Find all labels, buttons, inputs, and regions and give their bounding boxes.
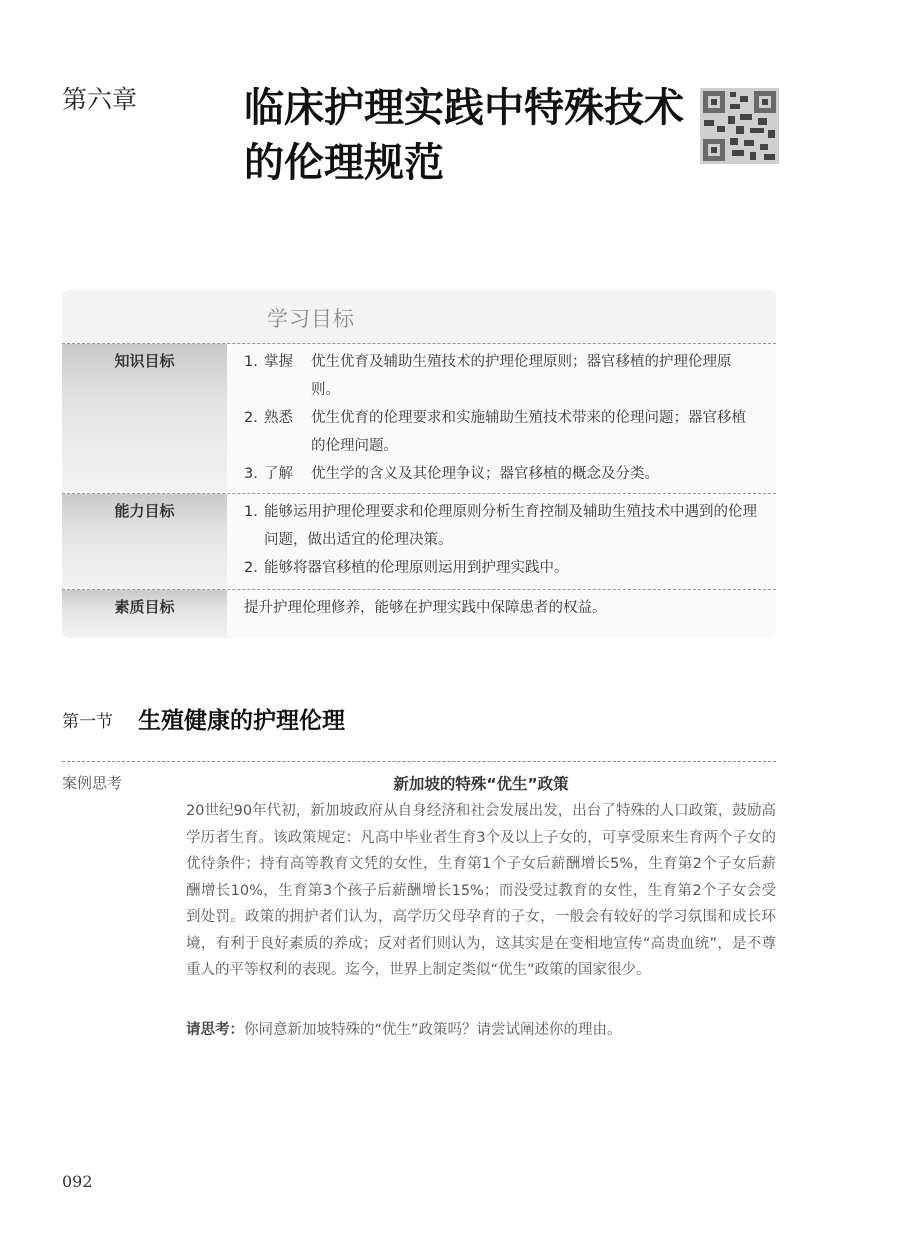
chapter-title: 临床护理实践中特殊技术的伦理规范 bbox=[244, 84, 684, 186]
ability-objectives-content bbox=[227, 494, 776, 590]
question-text: 你同意新加坡特殊的“优生”政策吗？请尝试阐述你的理由。 bbox=[244, 1022, 622, 1038]
ability-objectives-label: 能力目标 bbox=[62, 494, 227, 590]
objectives-header-title: 学习目标 bbox=[267, 307, 355, 331]
knowledge-objectives-label: 知识目标 bbox=[62, 344, 227, 494]
question-label: 请思考： bbox=[186, 1022, 244, 1038]
item-text: 优生优育及辅助生殖技术的护理伦理原则；器官移植的护理伦理原则。 bbox=[311, 354, 732, 398]
ability-item bbox=[244, 554, 760, 582]
qr-code-icon[interactable] bbox=[700, 88, 779, 164]
item-number: 2. bbox=[244, 410, 258, 426]
quality-objective-text: 提升护理伦理修养，能够在护理实践中保障患者的权益。 bbox=[244, 600, 607, 616]
knowledge-item bbox=[244, 460, 760, 488]
quality-objectives-row bbox=[62, 589, 776, 638]
learning-objectives-box bbox=[62, 290, 776, 638]
section-divider bbox=[62, 761, 776, 762]
ability-objectives-row bbox=[62, 493, 776, 590]
knowledge-objectives-row bbox=[62, 343, 776, 494]
item-level: 掌握 bbox=[264, 354, 293, 370]
item-level: 熟悉 bbox=[264, 410, 293, 426]
case-study-question bbox=[186, 1018, 776, 1039]
item-number: 3. bbox=[244, 466, 258, 482]
case-study-label: 案例思考 bbox=[62, 774, 123, 792]
item-text: 能够将器官移植的伦理原则运用到护理实践中。 bbox=[264, 560, 569, 576]
item-text: 优生优育的伦理要求和实施辅助生殖技术带来的伦理问题；器官移植的伦理问题。 bbox=[311, 410, 746, 454]
item-number: 1. bbox=[244, 354, 258, 370]
page-number: 092 bbox=[62, 1172, 93, 1191]
quality-objectives-label: 素质目标 bbox=[62, 590, 227, 638]
item-level: 了解 bbox=[264, 466, 293, 482]
case-study-title: 新加坡的特殊“优生”政策 bbox=[393, 775, 569, 793]
case-study-body: 20世纪90年代初，新加坡政府从自身经济和社会发展出发，出台了特殊的人口政策，鼓励高学历者生育。该政策规定：凡高中毕业者生育3个及以上子女的，可享受原来生育两个子女的优待条件；持有高等教育文凭的女性，生育第1个子女后薪酬增长5%，生育第2个子女后薪酬增长10%，生育第3个孩子后薪酬增长15%；而没受过教育的女性，生育第2个子女会受到处罚。政策的拥护者们认为，高学历父母孕育的子女，一般会有较好的学习氛围和成长环境，有利于良好素质的养成；反对者们则认为，这其实是在变相地宣传“高贵血统”，是不尊重人的平等权利的表现。迄今，世界上制定类似“优生”政策的国家很少。 bbox=[186, 803, 776, 978]
item-text: 优生学的含义及其伦理争议；器官移植的概念及分类。 bbox=[311, 466, 659, 482]
knowledge-item bbox=[244, 404, 760, 460]
item-text: 能够运用护理伦理要求和伦理原则分析生育控制及辅助生殖技术中遇到的伦理问题，做出适宜的伦理决策。 bbox=[264, 504, 757, 548]
objectives-header bbox=[62, 290, 776, 343]
knowledge-item bbox=[244, 348, 760, 404]
item-number: 2. bbox=[244, 560, 258, 576]
section-number: 第一节 bbox=[62, 712, 113, 732]
section-title: 生殖健康的护理伦理 bbox=[138, 707, 345, 734]
item-number: 1. bbox=[244, 504, 258, 520]
chapter-label: 第六章 bbox=[62, 85, 138, 114]
knowledge-objectives-content bbox=[227, 344, 776, 494]
ability-item bbox=[244, 498, 760, 554]
quality-objectives-content bbox=[227, 590, 776, 638]
